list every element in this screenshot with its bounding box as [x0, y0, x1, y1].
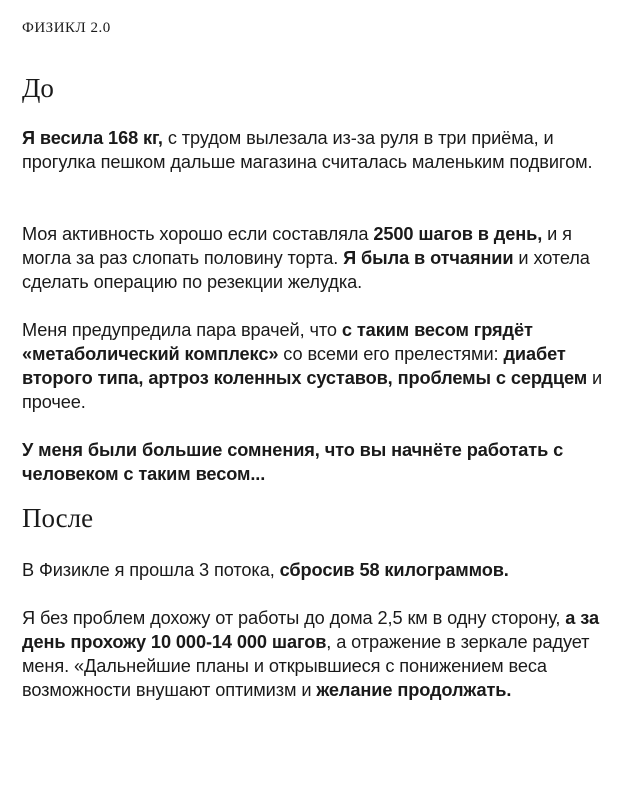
- body-text: Меня предупредила пара врачей, что: [22, 320, 342, 340]
- body-text: со всеми его прелестями:: [278, 344, 504, 364]
- after-paragraph-lifestyle: [22, 606, 622, 702]
- after-paragraph-result: [22, 558, 622, 582]
- emphasis-text: сбросив 58 килограммов.: [279, 560, 509, 580]
- emphasis-text: а за день прохожу 10 000-14 000 шагов: [22, 608, 599, 652]
- body-text: и я могла за раз слопать половину торта.: [22, 224, 572, 268]
- before-heading: До: [22, 73, 54, 103]
- before-paragraph-activity: [22, 222, 622, 294]
- body-text: Моя активность хорошо если составляла: [22, 224, 374, 244]
- body-text: с трудом вылезала из-за руля в три приёма, и прогулка пешком дальше магазина считалась маленьким подвигом.: [22, 128, 593, 172]
- after-heading: После: [22, 503, 94, 533]
- emphasis-text: желание продолжать.: [316, 680, 512, 700]
- emphasis-text: с таким весом грядёт «метаболический комплекс»: [22, 320, 533, 364]
- before-paragraph-doubts: [22, 438, 622, 486]
- emphasis-text: У меня были большие сомнения, что вы начнёте работать с человеком с таким весом...: [22, 440, 564, 484]
- body-text: и хотела сделать операцию по резекции желудка.: [22, 248, 590, 292]
- brand-logo: ФИЗИКЛ 2.0: [22, 20, 111, 36]
- emphasis-text: Я была в отчаянии: [343, 248, 514, 268]
- body-text: В Физикле я прошла 3 потока,: [22, 560, 280, 580]
- body-text: , а отражение в зеркале радует меня. «Дальнейшие планы и открывшиеся с понижением веса возможности внушают оптимизм и: [22, 632, 590, 700]
- emphasis-text: диабет второго типа, артроз коленных суставов, проблемы с сердцем: [22, 344, 588, 388]
- emphasis-text: Я весила 168 кг,: [22, 128, 163, 148]
- before-paragraph-doctors: [22, 318, 622, 414]
- body-text: и прочее.: [22, 368, 603, 412]
- body-text: Я без проблем дохожу от работы до дома 2,5 км в одну сторону,: [22, 608, 566, 628]
- emphasis-text: 2500 шагов в день,: [373, 224, 543, 244]
- before-paragraph-weight: [22, 126, 622, 174]
